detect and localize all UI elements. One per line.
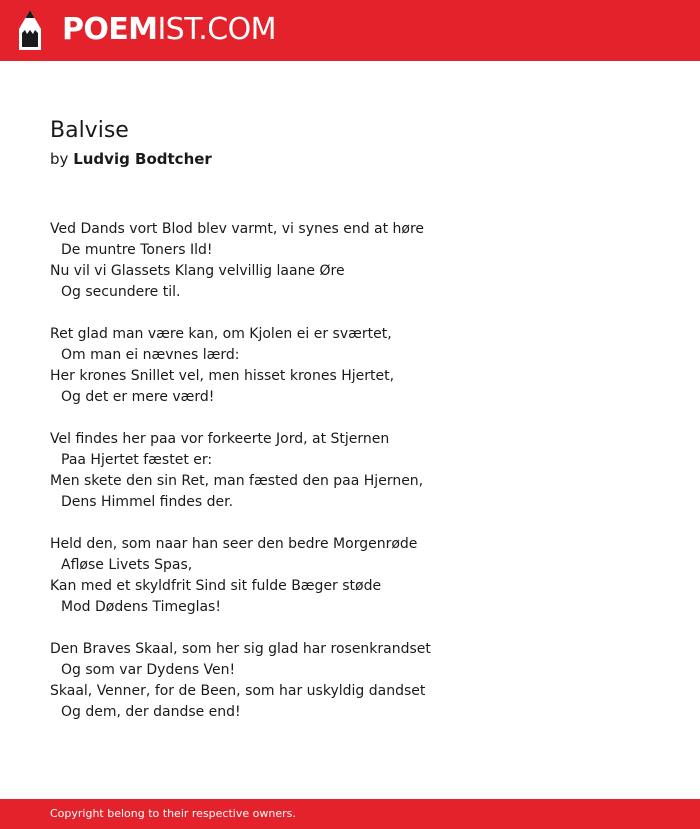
site-footer	[0, 799, 700, 829]
poem-line: Dens Himmel findes der.	[61, 494, 234, 510]
site-header	[0, 0, 700, 61]
poem-body	[50, 219, 650, 744]
poem-line: Ret glad man være kan, om Kjolen ei er sværtet,	[50, 326, 392, 342]
poem-stanza	[50, 429, 650, 513]
poem-line: Vel findes her paa vor forkeerte Jord, at Stjernen	[50, 431, 390, 447]
pencil-logo-icon[interactable]	[19, 10, 41, 50]
poem-line: Den Braves Skaal, som her sig glad har rosenkrandset	[50, 641, 431, 657]
poem-line: Paa Hjertet fæstet er:	[61, 452, 213, 468]
poem-line: Her krones Snillet vel, men hisset krones Hjertet,	[50, 368, 395, 384]
poem-line: Men skete den sin Ret, man fæsted den paa Hjernen,	[50, 473, 424, 489]
poem-stanza	[50, 324, 650, 408]
site-logo[interactable]	[62, 11, 276, 49]
poem-line: Mod Dødens Timeglas!	[61, 599, 221, 615]
poem-line: Og som var Dydens Ven!	[61, 662, 236, 678]
copyright-text: Copyright belong to their respective owners.	[50, 807, 296, 820]
logo-bold-text: POEM	[62, 12, 158, 47]
poem-line: Og secundere til.	[61, 284, 181, 300]
poem-line: Skaal, Venner, for de Been, som har uskyldig dandset	[50, 683, 426, 699]
poem-line: Og dem, der dandse end!	[61, 704, 241, 720]
byline-prefix: by	[50, 150, 69, 168]
poem-line: Kan med et skyldfrit Sind sit fulde Bæger støde	[50, 578, 382, 594]
poem-line: Nu vil vi Glassets Klang velvillig laane Øre	[50, 263, 345, 279]
poem-stanza	[50, 639, 650, 723]
poem-author: Ludvig Bodtcher	[73, 150, 212, 168]
poem-title: Balvise	[50, 118, 129, 143]
poem-line: Og det er mere værd!	[61, 389, 215, 405]
poem-line: Held den, som naar han seer den bedre Morgenrøde	[50, 536, 418, 552]
logo-light-text: IST.COM	[157, 12, 276, 47]
poem-line: Ved Dands vort Blod blev varmt, vi synes end at høre	[50, 221, 425, 237]
poem-stanza	[50, 534, 650, 618]
poem-line: Om man ei nævnes lærd:	[61, 347, 240, 363]
poem-byline	[50, 149, 212, 169]
poem-line: Afløse Livets Spas,	[61, 557, 193, 573]
poem-stanza	[50, 219, 650, 303]
poem-line: De muntre Toners Ild!	[61, 242, 213, 258]
